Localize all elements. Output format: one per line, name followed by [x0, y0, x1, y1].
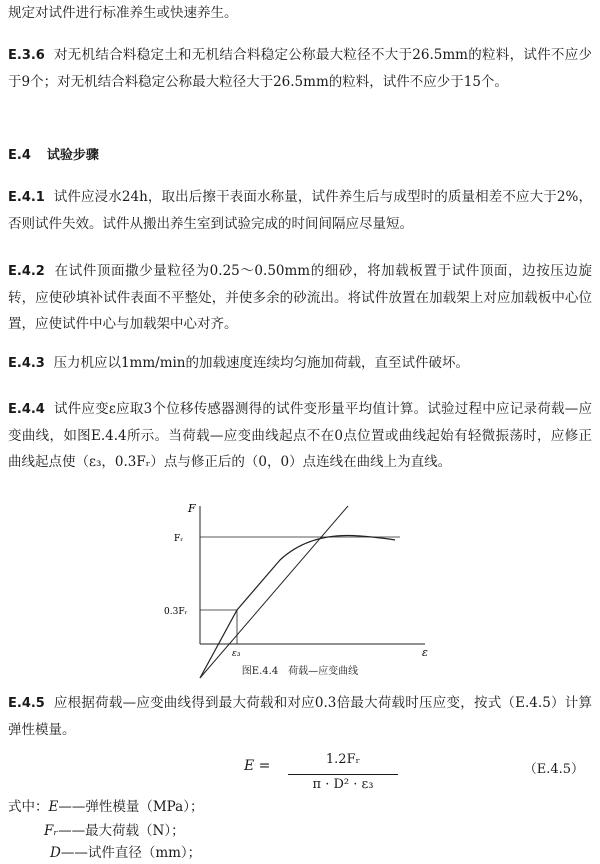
definition-desc: ——最大荷载（N）； — [58, 823, 185, 839]
clause-text: 试件应变ε应取3个位移传感器测得的试件变形量平均值计算。试验过程中应记录荷载—应变曲线，如图E.4.4所示。当荷载—应变曲线起点不在0点位置或曲线起始有轻微振荡时，应修正曲线起点使（ε₃，0.3Fᵣ）点与修正后的（0，0）点连线在曲线上为直线。 — [8, 401, 592, 470]
formula-fraction — [288, 752, 398, 792]
definition-desc: ——弹性模量（MPa）； — [58, 799, 204, 815]
linear-fit-line — [200, 506, 348, 678]
clause-text: 试件应浸水24h，取出后擦干表面水称量，试件养生后与成型时的质量相差不应大于2%，否则试件失效。试件从搬出养生室到试验完成的时间间隔应尽量短。 — [8, 189, 592, 232]
clause-e-4-5 — [8, 690, 592, 743]
definition-item — [50, 842, 201, 864]
definition-symbol: D — [50, 845, 61, 861]
definition-symbol: Fᵣ — [44, 823, 59, 839]
definition-intro-text: 式中： — [8, 799, 49, 815]
clause-number: E.4.2 — [8, 264, 45, 279]
clause-number: E.4.5 — [8, 696, 45, 711]
formula-denominator: π · D² · ε₃ — [312, 777, 374, 792]
definition-desc: ——试件直径（mm）； — [60, 845, 202, 861]
e3-label: ε₃ — [232, 649, 241, 659]
clause-e-4-4 — [8, 396, 592, 475]
equation-number: （E.4.5） — [523, 762, 584, 777]
figure-caption: 图E.4.4 荷载—应变曲线 — [241, 666, 359, 677]
clause-number: E.4.3 — [8, 356, 45, 371]
fr03-label: 0.3Fᵣ — [164, 607, 188, 617]
section-heading — [8, 144, 99, 163]
load-strain-figure — [160, 494, 460, 684]
clause-e-4-2 — [8, 258, 592, 337]
clause-text: 对无机结合料稳定土和无机结合料稳定公称最大粒径不大于26.5mm的粒料，试件不应少于9个；对无机结合料稳定公称最大粒径大于26.5mm的粒料，试件不应少于15个。 — [8, 47, 592, 90]
x-axis-label: ε — [422, 646, 428, 659]
definition-intro — [8, 796, 203, 818]
formula-lhs: E = — [244, 758, 271, 774]
clause-e-4-3 — [8, 350, 592, 377]
definition-symbol: E — [48, 799, 59, 815]
clause-e-3-6 — [8, 42, 592, 95]
clause-text: 压力机应以1mm/min的加载速度连续均匀施加荷载，直至试件破坏。 — [53, 355, 470, 371]
fr-label: Fᵣ — [174, 534, 184, 544]
y-axis-label: F — [188, 502, 196, 515]
clause-text: 应根据荷载—应变曲线得到最大荷载和对应0.3倍最大荷载时压应变，按式（E.4.5）计算弹性模量。 — [8, 695, 592, 738]
section-heading-title: 试验步骤 — [46, 148, 99, 163]
clause-e-4-1 — [8, 184, 592, 237]
load-strain-curve — [200, 536, 395, 679]
clause-text: 在试件顶面撒少量粒径为0.25～0.50mm的细砂，将加载板置于试件顶面，边按压边旋转，应使砂填补试件表面不平整处，并使多余的砂流出。将试件放置在加载架上对应加载板中心位置，应使试件中心与加载架中心对齐。 — [8, 263, 592, 332]
formula-numerator: 1.2Fᵣ — [325, 752, 361, 767]
intro-line — [8, 0, 592, 26]
clause-number: E.3.6 — [8, 48, 45, 63]
clause-number: E.4.4 — [8, 402, 45, 417]
clause-number: E.4.1 — [8, 190, 45, 205]
section-heading-number: E.4 — [8, 148, 31, 163]
intro-text: 规定对试件进行标准养生或快速养生。 — [8, 5, 238, 21]
fraction-bar — [288, 774, 398, 775]
definition-item — [44, 820, 185, 842]
formula-e-4-5 — [200, 752, 600, 798]
